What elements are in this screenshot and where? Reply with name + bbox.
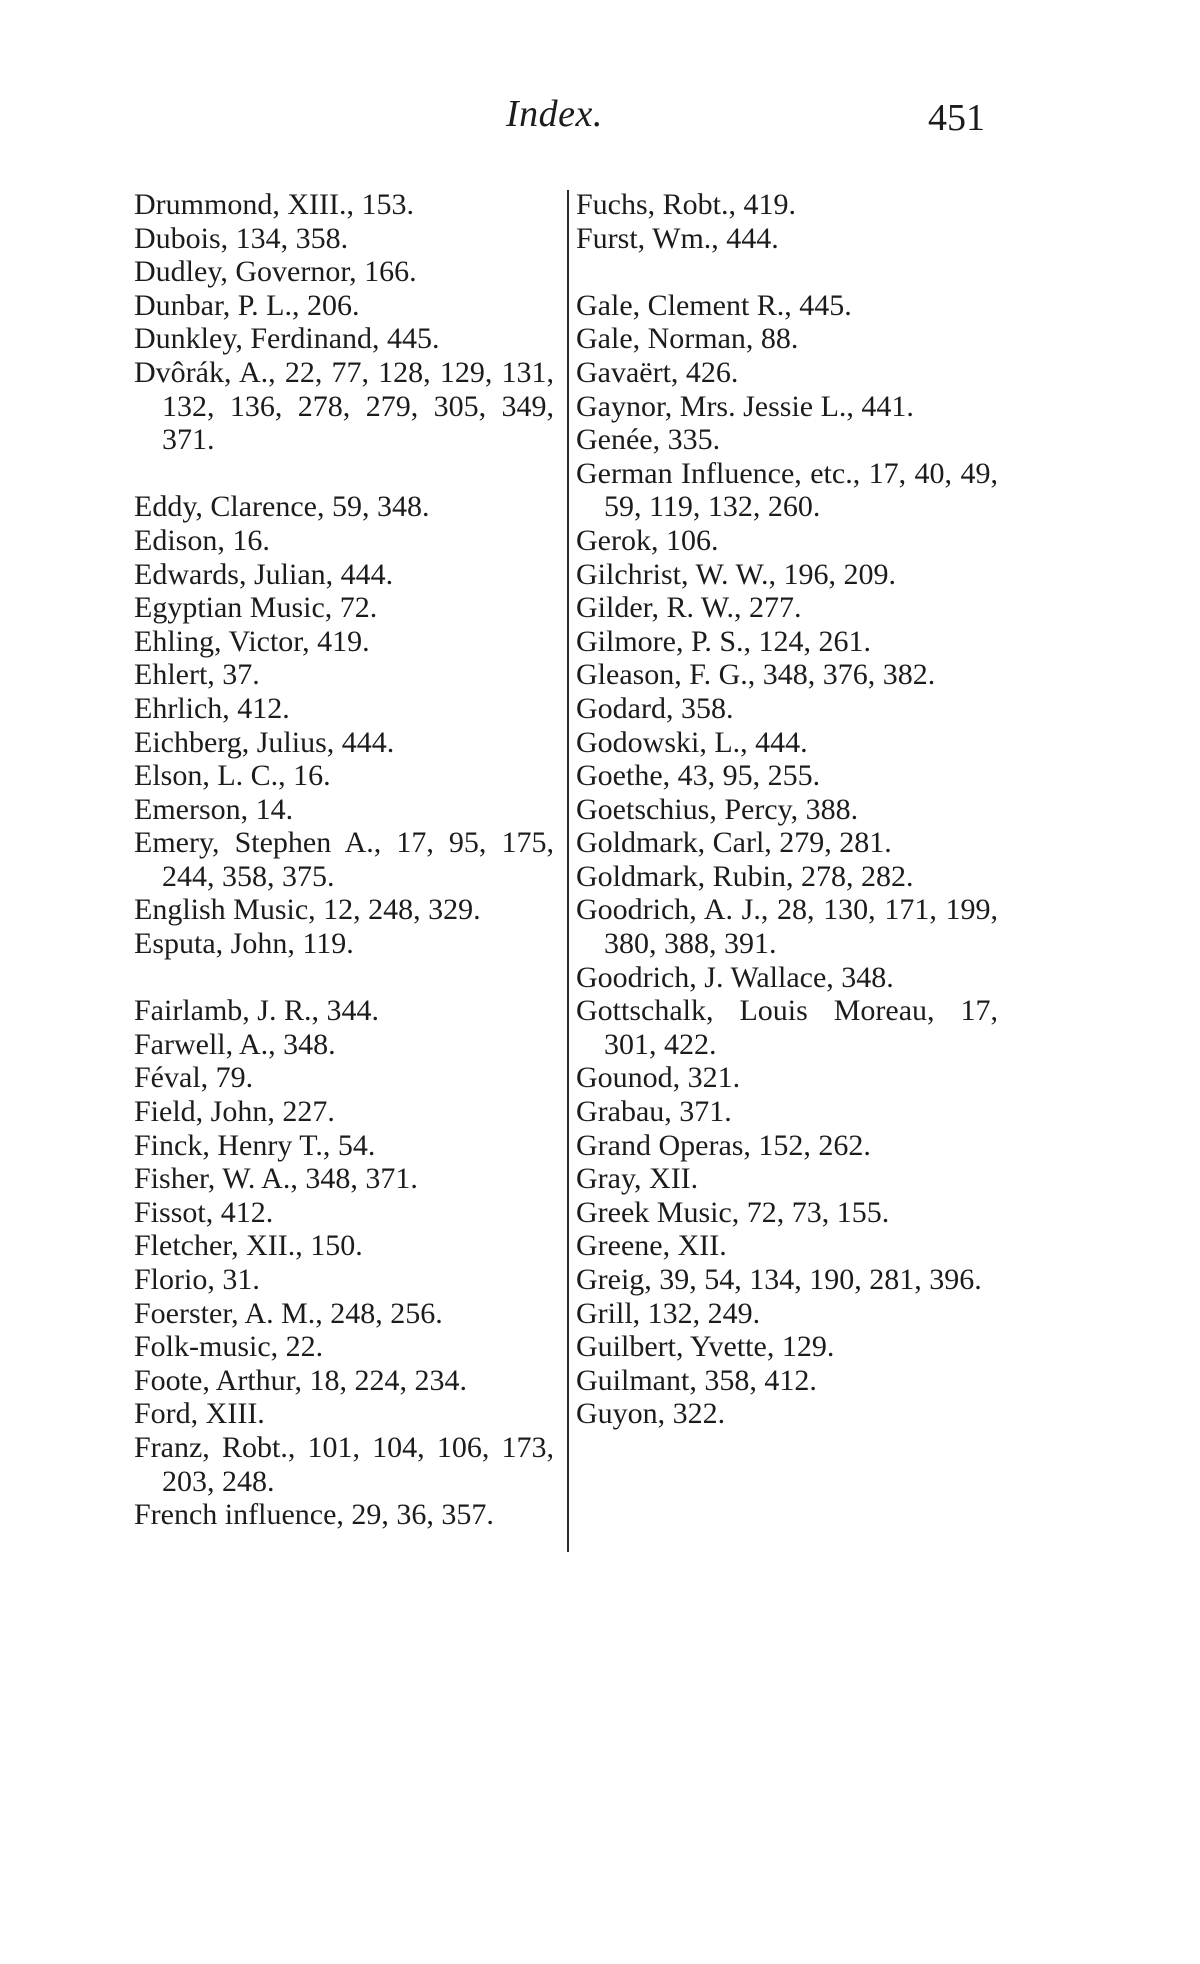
index-entry: Gale, Norman, 88. <box>576 322 799 356</box>
index-entry: Ehlert, 37. <box>134 658 260 692</box>
index-entry: French influence, 29, 36, 357. <box>134 1498 494 1532</box>
index-entry: Ford, XIII. <box>134 1397 265 1431</box>
index-entry: Gilchrist, W. W., 196, 209. <box>576 557 897 591</box>
index-entry: Fissot, 412. <box>134 1195 274 1229</box>
index-column-left <box>134 188 554 1532</box>
index-entry: Guyon, 322. <box>576 1397 726 1431</box>
index-entry: Fisher, W. A., 348, 371. <box>134 1162 418 1196</box>
index-entry: Elson, L. C., 16. <box>134 759 331 793</box>
index-entry: Dvôrák, A., 22, 77, 128, 129, 131, 132, 136, 278, 279, 305, 349, 371. <box>134 355 554 457</box>
index-entry: Dunbar, P. L., 206. <box>134 288 360 322</box>
index-entry: Egyptian Music, 72. <box>134 591 378 625</box>
index-entry: Féval, 79. <box>134 1061 254 1095</box>
index-entry: Emerson, 14. <box>134 792 294 826</box>
section-gap <box>576 255 998 289</box>
page-header <box>0 92 1200 152</box>
index-entry: Field, John, 227. <box>134 1095 335 1129</box>
index-entry: Guilmant, 358, 412. <box>576 1363 817 1397</box>
index-entry: Greene, XII. <box>576 1229 727 1263</box>
index-column-right <box>576 188 998 1431</box>
index-entry: German Influence, etc., 17, 40, 49, 59, 119, 132, 260. <box>576 456 998 524</box>
index-entry: Gottschalk, Louis Moreau, 17, 301, 422. <box>576 994 998 1061</box>
index-entry: Farwell, A., 348. <box>134 1027 336 1061</box>
index-entry: Grabau, 371. <box>576 1095 732 1129</box>
index-entry: Furst, Wm., 444. <box>576 221 779 255</box>
index-entry: Florio, 31. <box>134 1263 260 1296</box>
index-entry: Fletcher, XII., 150. <box>134 1229 363 1263</box>
index-entry: Dubois, 134, 358. <box>134 221 349 255</box>
index-entry: Goldmark, Rubin, 278, 282. <box>576 859 914 893</box>
index-entry: Esputa, John, 119. <box>134 927 354 961</box>
index-entry: Ehrlich, 412. <box>134 691 290 725</box>
index-entry: Drummond, XIII., 153. <box>134 188 414 221</box>
index-entry: Gounod, 321. <box>576 1061 741 1095</box>
index-entry: Gray, XII. <box>576 1162 699 1196</box>
page-number: 451 <box>928 97 985 139</box>
index-entry: Gerok, 106. <box>576 523 719 557</box>
index-entry: Fuchs, Robt., 419. <box>576 188 797 221</box>
index-entry: Fairlamb, J. R., 344. <box>134 994 379 1028</box>
running-title: Index. <box>506 93 603 135</box>
index-entry: Emery, Stephen A., 17, 95, 175, 244, 358, 375. <box>134 826 554 893</box>
section-gap <box>134 457 554 491</box>
index-entry: Guilbert, Yvette, 129. <box>576 1330 835 1364</box>
index-entry: Foote, Arthur, 18, 224, 234. <box>134 1363 467 1397</box>
index-entry: Dudley, Governor, 166. <box>134 255 417 289</box>
index-entry: Franz, Robt., 101, 104, 106, 173, 203, 248. <box>134 1430 554 1498</box>
index-entry: Dunkley, Ferdinand, 445. <box>134 322 440 356</box>
index-entry: Edison, 16. <box>134 523 270 557</box>
column-divider <box>567 190 569 1552</box>
index-entry: Ehling, Victor, 419. <box>134 624 370 658</box>
index-entry: Grill, 132, 249. <box>576 1296 761 1330</box>
index-entry: Godowski, L., 444. <box>576 725 808 759</box>
index-entry: Folk-music, 22. <box>134 1330 324 1364</box>
index-entry: Gilmore, P. S., 124, 261. <box>576 624 872 658</box>
index-entry: Eichberg, Julius, 444. <box>134 725 395 759</box>
index-entry: Gale, Clement R., 445. <box>576 288 852 322</box>
index-entry: Grand Operas, 152, 262. <box>576 1128 871 1162</box>
index-entry: Eddy, Clarence, 59, 348. <box>134 490 430 524</box>
index-entry: Greek Music, 72, 73, 155. <box>576 1195 890 1229</box>
index-entry: Goethe, 43, 95, 255. <box>576 759 821 793</box>
index-entry: Goodrich, J. Wallace, 348. <box>576 960 894 994</box>
section-gap <box>134 961 554 995</box>
index-entry: Finck, Henry T., 54. <box>134 1128 376 1162</box>
index-entry: English Music, 12, 248, 329. <box>134 893 481 927</box>
index-entry: Gleason, F. G., 348, 376, 382. <box>576 658 936 692</box>
index-entry: Gilder, R. W., 277. <box>576 591 802 625</box>
index-entry: Foerster, A. M., 248, 256. <box>134 1296 443 1330</box>
index-entry: Genée, 335. <box>576 423 721 457</box>
index-entry: Godard, 358. <box>576 691 734 725</box>
index-entry: Goodrich, A. J., 28, 130, 171, 199, 380, 388, 391. <box>576 893 998 961</box>
index-entry: Goetschius, Percy, 388. <box>576 792 859 826</box>
index-entry: Greig, 39, 54, 134, 190, 281, 396. <box>576 1263 982 1296</box>
index-entry: Goldmark, Carl, 279, 281. <box>576 826 892 860</box>
index-entry: Gaynor, Mrs. Jessie L., 441. <box>576 389 914 423</box>
index-entry: Edwards, Julian, 444. <box>134 557 394 591</box>
index-entry: Gavaërt, 426. <box>576 355 739 389</box>
